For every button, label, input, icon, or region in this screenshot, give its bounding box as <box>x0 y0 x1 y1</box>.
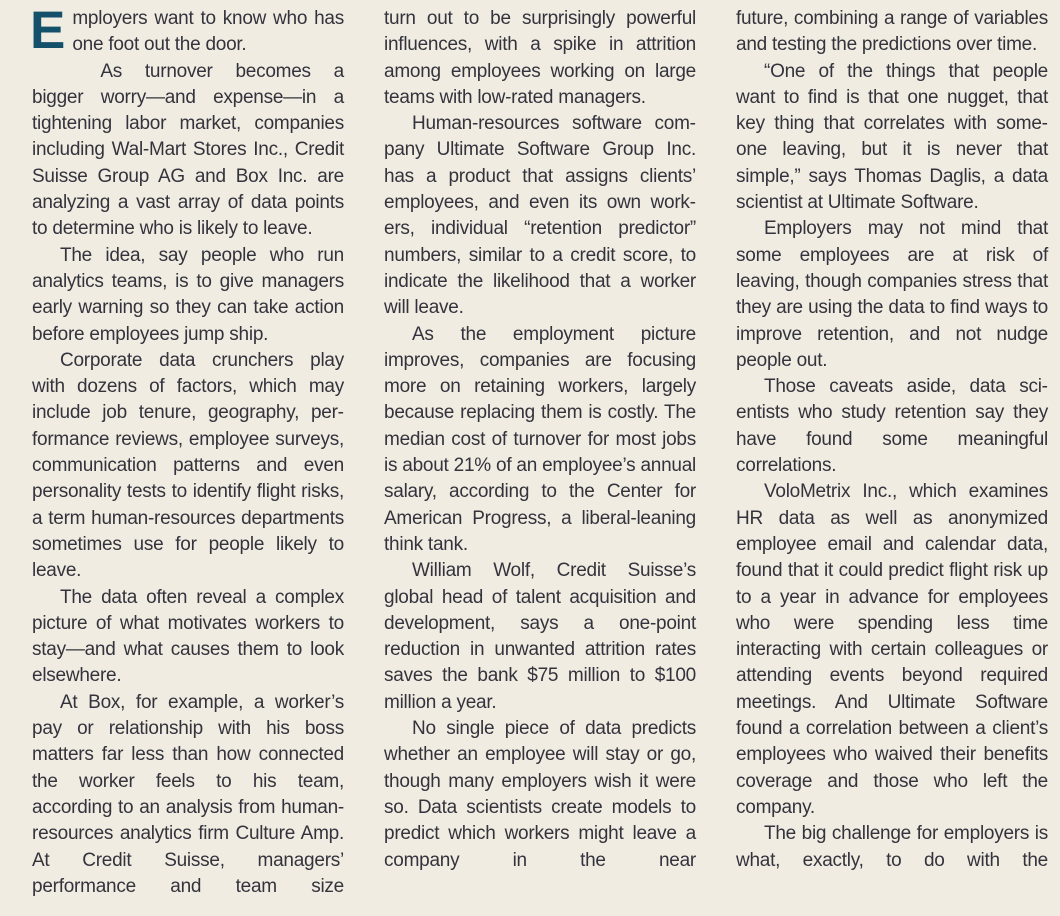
paragraph: Human-resources software company Ultimate Software Group Inc. has a product that assigns clients’ employees, and even its own workers, individual “retention predictor” numbers, similar to a credit score, to indicate the likelihood that a worker will leave. <box>384 113 696 319</box>
paragraph: As turnover becomes a bigger worry—and expense—in a tightening labor market, companies including Wal-Mart Stores Inc., Credit Suisse Group AG and Box Inc. are analyzing a vast array of data points to determine who is likely to leave. <box>32 60 344 240</box>
paragraph: Employers may not mind that some employees are at risk of leaving, though companies stress that they are using the data to find ways to improve retention, and not nudge people out. <box>736 218 1048 371</box>
opening-paragraph-text: mployers want to know who has one foot out the door. <box>72 8 344 56</box>
paragraph: At Box, for example, a worker’s pay or relationship with his boss matters far less than how connected the worker feels to his team, according to an analysis from human-resources analytics firm Culture Amp. At Credit Suisse, managers’ performance and team size <box>32 691 344 897</box>
paragraph: The big challenge for employers is what, exactly, to do with the <box>736 823 1048 871</box>
paragraph-continuation: future, combining a range of variables and testing the predictions over time. <box>736 8 1048 56</box>
paragraph: William Wolf, Credit Suisse’s global head of talent acquisition and development, says a one-point reduction in unwanted attrition rates saves the bank $75 million to $100 million a year. <box>384 560 696 713</box>
article-column-2 <box>384 6 696 916</box>
article-column-3 <box>736 6 1048 916</box>
paragraph: Corporate data crunchers play with dozens of factors, which may include job tenure, geography, performance reviews, employee surveys, communication patterns and even personality tests to identify flight risks, a term human-resources departments sometimes use for people likely to leave. <box>32 349 344 582</box>
paragraph: VoloMetrix Inc., which examines HR data as well as anonymized employee email and calendar data, found that it could predict flight risk up to a year in advance for employees who were spending less time interacting with certain colleagues or attending events beyond required meetings. And Ultimate Software found a correlation between a client’s employees who waived their benefits coverage and those who left the company. <box>736 481 1048 818</box>
drop-cap: E <box>30 1 66 60</box>
opening-paragraph <box>30 1 344 60</box>
paragraph: As the employment picture improves, companies are focusing more on retaining workers, largely because replacing them is costly. The median cost of turnover for most jobs is about 21% of an employee’s annual salary, according to the Center for American Progress, a liberal-leaning think tank. <box>384 323 696 555</box>
paragraph: “One of the things that people want to find is that one nugget, that key thing that correlates with someone leaving, but it is never that simple,” says Thomas Daglis, a data scientist at Ultimate Software. <box>736 60 1048 214</box>
paragraph: Those caveats aside, data scientists who study retention say they have found some meaningful correlations. <box>736 376 1048 477</box>
paragraph: The idea, say people who run analytics teams, is to give managers early warning so they can take action before employees jump ship. <box>32 244 344 345</box>
article-column-1 <box>30 1 344 916</box>
paragraph-continuation: turn out to be surprisingly powerful influences, with a spike in attrition among employees working on large teams with low-rated managers. <box>384 8 696 108</box>
paragraph: The data often reveal a complex picture of what motivates workers to stay—and what causes them to look elsewhere. <box>32 586 344 687</box>
paragraph: No single piece of data predicts whether an employee will stay or go, though many employers wish it were so. Data scientists create models to predict which workers might leave a company in the near <box>384 718 696 871</box>
